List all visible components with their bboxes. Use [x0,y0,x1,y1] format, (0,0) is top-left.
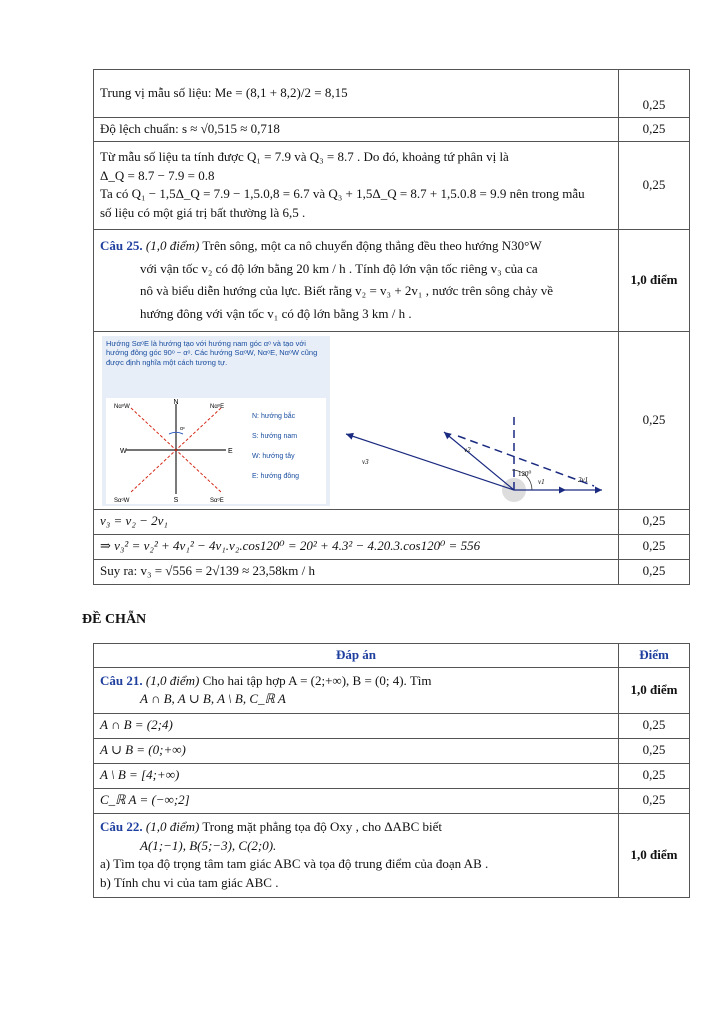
answer-row: C_ℝ A = (−∞;2] [94,788,619,813]
compass-box [106,398,326,504]
points-cell: 0,25 [619,141,690,229]
points-cell: 0,25 [619,788,690,813]
points-cell: 0,25 [619,331,690,509]
legend-e: E: hướng đông [252,472,300,480]
label-v1: v1 [538,477,545,486]
section-title: ĐỀ CHẴN [82,612,147,627]
question-text: nô và biểu diễn hướng của lực. Biết rằng v₂ = v₃ + 2v₁ , nước trên sông chảy về [140,283,553,299]
cosine-rule-row: ⇒ v₃² = v₂² + 4v₁² − 4v₁.v₂.cos120⁰ = 20² + 4.3² − 4.20.3.cos120⁰ = 556 [94,534,619,559]
label-2v1: 2v1 [578,475,589,484]
question-points-note: (1,0 điểm) [145,672,200,688]
question-22 [94,813,619,897]
std-dev-row: Độ lệch chuẩn: s ≈ √0,515 ≈ 0,718 [94,118,619,142]
question-label: Câu 21. [100,672,143,688]
question-text: Trong mặt phẳng tọa độ Oxy , cho ΔABC biết [202,818,443,834]
compass-s: S [173,496,179,504]
points-cell: 1,0 điểm [619,667,690,713]
question-25 [94,229,619,331]
label-v2: v2 [464,445,471,454]
compass-e: E [228,447,233,455]
median-row [94,70,619,118]
compass-sw: SαᵒW [114,497,130,504]
iqr-row [94,141,619,229]
points-cell: 0,25 [619,559,690,584]
points-cell: 0,25 [619,738,690,763]
legend-w: W: hướng tây [252,452,295,460]
points-cell: 1,0 điểm [619,229,690,331]
answer-table-top [93,69,690,585]
compass-ne: NαᵒE [210,403,225,410]
points-cell: 0,25 [619,713,690,738]
legend-s: S: hướng nam [252,432,298,440]
answer-row: A ∩ B = (2;4) [94,713,619,738]
compass-nw: NαᵒW [114,403,130,410]
compass-w: W [120,447,127,455]
points-cell: 0,25 [619,763,690,788]
points-cell: 0,25 [619,70,690,118]
question-points-note: (1,0 điểm) [145,237,200,253]
points-cell: 1,0 điểm [619,813,690,897]
v3-formula-row: v₃ = v₂ − 2v₁ [94,509,619,534]
question-text: b) Tính chu vi của tam giác ABC . [100,875,279,891]
question-text: A(1;−1), B(5;−3), C(2;0). [140,837,277,853]
answer-table-bottom [93,643,690,898]
points-cell: 0,25 [619,534,690,559]
question-21 [94,667,619,713]
compass-alpha: αᵒ [180,425,185,432]
answer-row: A \ B = [4;+∞) [94,763,619,788]
label-v3: v3 [362,457,369,466]
points-cell: 0,25 [619,118,690,142]
question-text: A ∩ B, A ∪ B, A \ B, C_ℝ A [140,691,286,707]
question-label: Câu 22. [100,818,143,834]
compass-panel [102,336,330,506]
question-text: a) Tìm tọa độ trọng tâm tam giác ABC và tọa độ trung điểm của đoạn AB . [100,856,489,872]
iqr-line: Δ_Q = 8.7 − 7.9 = 0.8 [100,167,215,183]
question-points-note: (1,0 điểm) [145,818,200,834]
question-text: hướng đông với vận tốc v₁ có độ lớn bằng 3 km / h . [140,306,412,322]
iqr-line: số liệu có một giá trị bất thường là 6,5 . [100,205,306,221]
answer-row: A ∪ B = (0;+∞) [94,738,619,763]
label-angle: 120⁰ [518,469,532,478]
compass-note: Hướng SαᵒE là hướng tạo với hướng nam góc αᵒ và tạo với hướng đông góc 90ᵒ − αᵒ. Các hướng SαᵒW, NαᵒE, NαᵒW cũng được định nghĩa một cách tương tự. [106,338,318,367]
median-text: Trung vị mẫu số liệu: Me = (8,1 + 8,2)/2 = 8,15 [100,85,348,101]
points-cell: 0,25 [619,509,690,534]
iqr-line: Ta có Q₁ − 1,5Δ_Q = 7.9 − 1,5.0,8 = 6.7 và Q₃ + 1,5Δ_Q = 8.7 + 1,5.0.8 = 9.9 nên trong mẫu [100,186,585,202]
question-text: với vận tốc v₂ có độ lớn bằng 20 km / h . Tính độ lớn vận tốc riêng v₃ của ca [140,260,538,276]
compass-se: SαᵒE [210,497,224,504]
legend-n: N: hướng bắc [252,412,296,420]
vector-diagram [334,332,624,510]
question-label: Câu 25. [100,237,143,253]
result-row: Suy ra: v₃ = √556 = 2√139 ≈ 23,58km / h [94,559,619,584]
compass-n: N [173,398,179,406]
question-text: Cho hai tập hợp A = (2;+∞), B = (0; 4). Tìm [202,672,432,688]
question-text: Trên sông, một ca nô chuyển động thẳng đều theo hướng N30°W [202,237,542,253]
header-points: Điểm [619,644,690,668]
header-answer: Đáp án [94,644,619,668]
compass-rose [106,398,326,504]
iqr-line: Từ mẫu số liệu ta tính được Q₁ = 7.9 và Q₃ = 8.7 . Do đó, khoảng tứ phân vị là [100,148,509,164]
figure-cell [94,331,619,509]
